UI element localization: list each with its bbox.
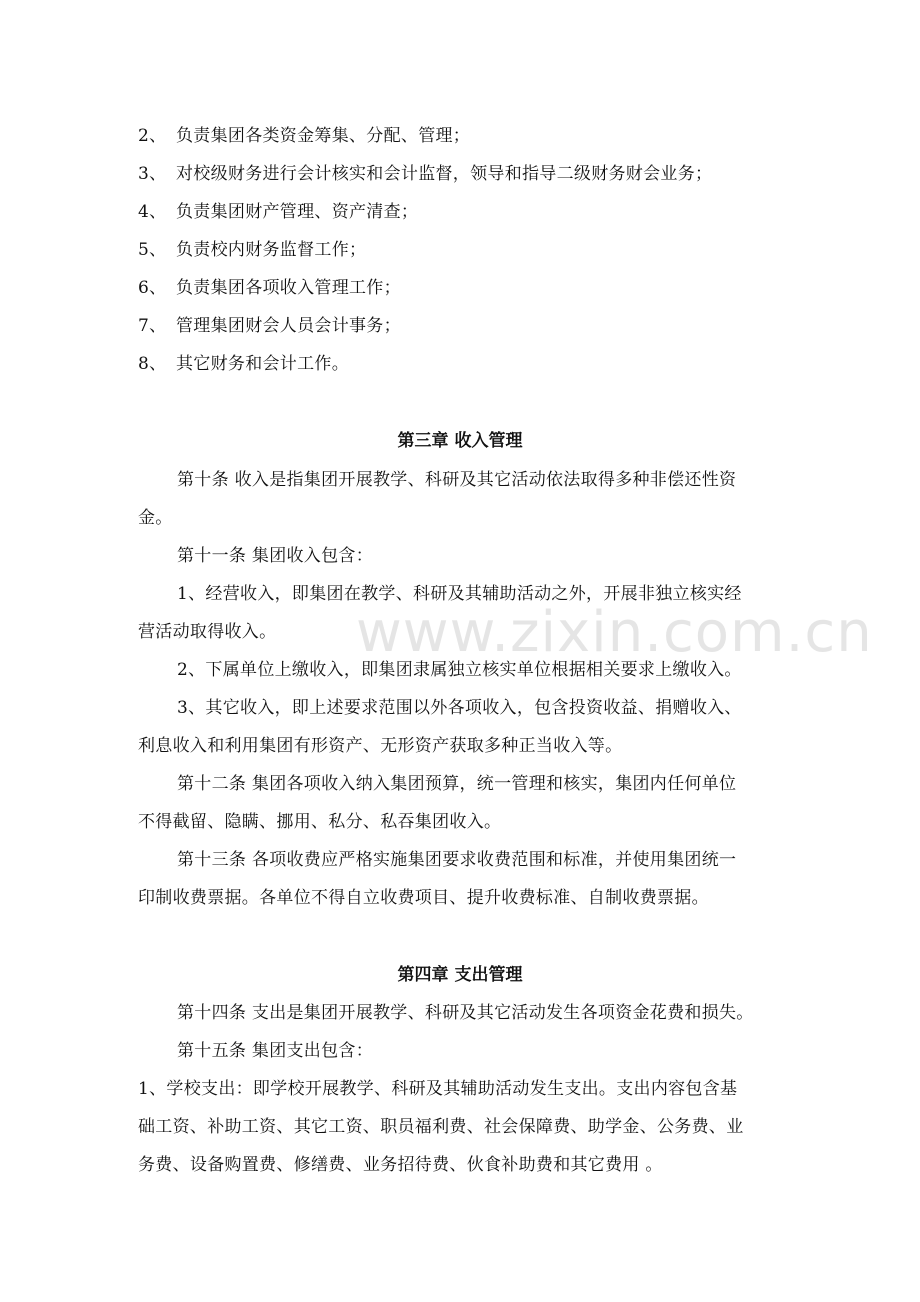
duty-number: 7、 (138, 316, 167, 336)
paragraph-line: 第十二条 集团各项收入纳入集团预算，统一管理和核实，集团内任何单位 (177, 774, 737, 794)
chapter-4-title: 第四章 支出管理 (397, 965, 523, 985)
duty-item (138, 311, 401, 336)
duty-item (138, 273, 401, 298)
duty-number: 4、 (138, 202, 167, 222)
duty-number: 5、 (138, 240, 167, 260)
paragraph-line: 1、经营收入，即集团在教学、科研及其辅助活动之外，开展非独立核实经 (177, 584, 742, 604)
duty-number: 6、 (138, 278, 167, 298)
duty-number: 8、 (138, 354, 167, 374)
paragraph-line: 印制收费票据。各单位不得自立收费项目、提升收费标准、自制收费票据。 (138, 888, 709, 908)
duty-item (138, 235, 366, 260)
paragraph-line: 利息收入和利用集团有形资产、无形资产获取多种正当收入等。 (138, 736, 623, 756)
paragraph-line: 第十一条 集团收入包含： (177, 546, 374, 566)
watermark: www.zixin.com.cn (356, 600, 873, 665)
paragraph-line: 营活动取得收入。 (138, 622, 277, 642)
duty-text: 负责集团各类资金筹集、分配、管理； (176, 126, 471, 146)
paragraph-line: 第十条 收入是指集团开展教学、科研及其它活动依法取得多种非偿还性资 (177, 470, 737, 490)
chapter-3-title: 第三章 收入管理 (397, 431, 523, 451)
paragraph-line: 1、学校支出：即学校开展教学、科研及其辅助活动发生支出。支出内容包含基 (138, 1079, 738, 1099)
duty-text: 对校级财务进行会计核实和会计监督，领导和指导二级财务财会业务； (176, 164, 713, 184)
paragraph-line: 础工资、补助工资、其它工资、职员福利费、社会保障费、助学金、公务费、业 (138, 1117, 744, 1137)
paragraph-line: 第十三条 各项收费应严格实施集团要求收费范围和标准，并使用集团统一 (177, 850, 737, 870)
duty-text: 负责校内财务监督工作； (176, 240, 367, 260)
duty-text: 负责集团财产管理、资产清查； (176, 202, 419, 222)
paragraph-line: 2、下属单位上缴收入，即集团隶属独立核实单位根据相关要求上缴收入。 (177, 660, 742, 680)
duty-text: 管理集团财会人员会计事务； (176, 316, 401, 336)
duty-number: 3、 (138, 164, 167, 184)
duty-text: 负责集团各项收入管理工作； (176, 278, 401, 298)
paragraph-line: 3、其它收入，即上述要求范围以外各项收入，包含投资收益、捐赠收入、 (177, 698, 742, 718)
duty-item (138, 349, 349, 374)
paragraph-line: 金。 (138, 508, 173, 528)
duty-item (138, 159, 712, 184)
paragraph-line: 第十五条 集团支出包含： (177, 1041, 374, 1061)
duty-number: 2、 (138, 126, 167, 146)
duty-text: 其它财务和会计工作。 (176, 354, 349, 374)
duty-item (138, 197, 418, 222)
paragraph-line: 务费、设备购置费、修缮费、业务招待费、伙食补助费和其它费用 。 (138, 1155, 663, 1175)
paragraph-line: 不得截留、隐瞒、挪用、私分、私吞集团收入。 (138, 812, 502, 832)
paragraph-line: 第十四条 支出是集团开展教学、科研及其它活动发生各项资金花费和损失。 (177, 1003, 754, 1023)
duty-item (138, 121, 470, 146)
